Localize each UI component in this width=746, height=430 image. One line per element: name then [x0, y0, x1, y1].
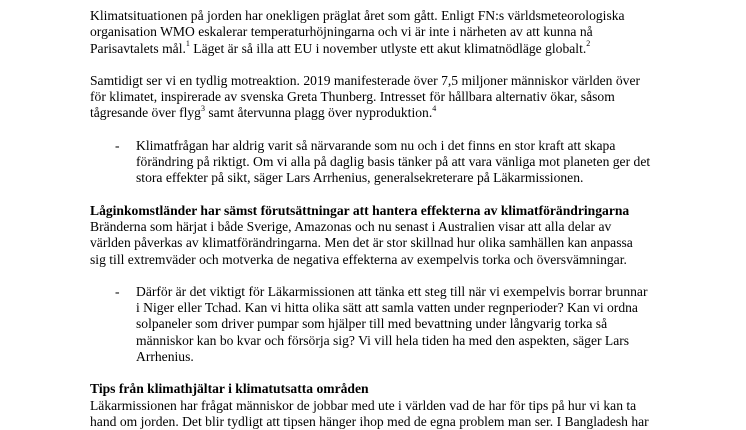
document-page	[90, 8, 665, 430]
intro-line-2: organisation WMO eskalerar temperaturhöjningarna och vi är inte i närheten av att kunna nå	[90, 24, 593, 40]
section2-heading: Tips från klimathjältar i klimatutsatta områden	[90, 381, 369, 397]
quote1-line-1: Klimatfrågan har aldrig varit så närvarande som nu och i det finns en stor kraft att skapa	[136, 137, 616, 153]
quote2-line-5: Arrhenius.	[136, 349, 194, 365]
section1	[90, 203, 665, 268]
quote-dash: -	[115, 137, 120, 153]
quote2-line-1: Därför är det viktigt för Läkarmissionen att tänka ett steg till när vi exempelvis borrar brunnar	[136, 283, 648, 299]
section1-line-3: sig till extremväder och motverka de negativa effekterna av exempelvis torka och översvämningar.	[90, 251, 627, 267]
section2-line-2: hand om jorden. Det blir tydligt att tipsen hänger ihop med de egna problem man ser. I Bangladesh har	[90, 413, 649, 429]
quote2-line-2: i Niger eller Tchad. Kan vi hitta olika sätt att samla vatten under regnperioder? Kan vi ordna	[136, 300, 638, 316]
counter-line-3	[90, 105, 665, 121]
counter-line-2: för klimatet, inspirerade av svenska Greta Thunberg. Intresset för hållbara alternativ ökar, såsom	[90, 89, 615, 105]
intro-line-3	[90, 41, 665, 57]
quote-dash: -	[115, 283, 120, 299]
counter-text: tågresande över flyg	[90, 105, 201, 121]
quote-block-1	[90, 138, 665, 187]
quote1-line-3: stora effekter på sikt, säger Lars Arrhenius, generalsekreterare på Läkarmissionen.	[136, 170, 584, 186]
quote1-line-2: förändring på riktigt. Om vi alla på daglig basis tänker på att vara vänliga mot planeten ger det	[136, 154, 651, 170]
counter-text: samt återvunna plagg över nyproduktion.	[204, 105, 433, 121]
intro-paragraph	[90, 8, 665, 57]
section1-line-2: världen påverkas av klimatförändringarna. Men det är stor skillnad hur olika samhällen kan anpassa	[90, 235, 633, 251]
counter-line-1: Samtidigt ser vi en tydlig motreaktion. 2019 manifesterade över 7,5 miljoner människor världen över	[90, 72, 641, 88]
footnote-ref: 4	[432, 103, 437, 113]
section2	[90, 381, 665, 430]
section1-line-1: Bränderna som härjat i både Sverige, Amazonas och nu senast i Australien visar att alla delar av	[90, 218, 612, 234]
quote2-line-3: solpaneler som driver pumpar som hjälper till med bevattning under långvarig torka så	[136, 316, 608, 332]
counter-paragraph	[90, 73, 665, 122]
intro-text: Parisavtalets mål.	[90, 40, 186, 56]
section1-heading: Låginkomstländer har sämst förutsättningar att hantera effekterna av klimatförändringarna	[90, 202, 630, 218]
intro-text: Läget är så illa att EU i november utlyste ett akut klimatnödläge globalt.	[189, 40, 587, 56]
quote-block-2	[90, 284, 665, 365]
section2-line-1: Läkarmissionen har frågat människor de jobbar med ute i världen vad de har för tips på hur vi kan ta	[90, 397, 637, 413]
footnote-ref: 3	[200, 103, 205, 113]
footnote-ref: 1	[185, 39, 190, 49]
footnote-ref: 2	[586, 39, 591, 49]
quote2-line-4: människor kan bo kvar och försörja sig? Vi vill hela tiden ha med den aspekten, säger Lars	[136, 332, 630, 348]
intro-line-1: Klimatsituationen på jorden har onekligen präglat året som gått. Enligt FN:s världsmeteorologiska	[90, 8, 625, 23]
